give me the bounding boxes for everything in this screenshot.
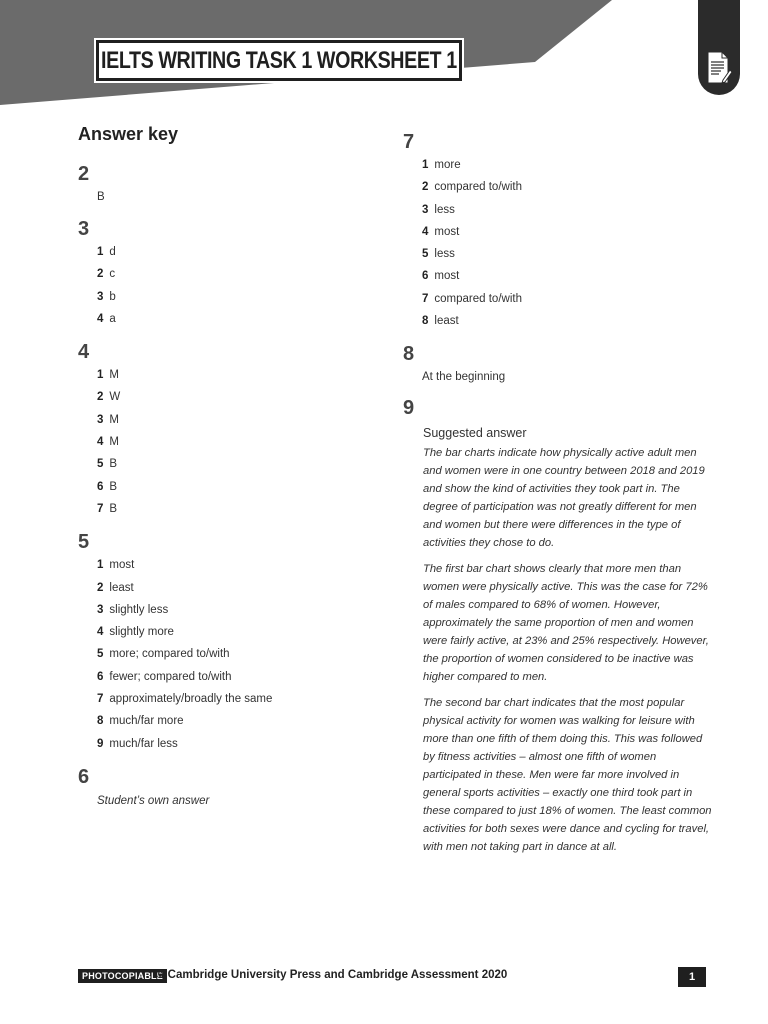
list-item: 5 B (97, 458, 118, 471)
list-item: 3 b (97, 290, 116, 303)
question-number-2: 2 (78, 163, 90, 185)
list-item: 3 less (422, 203, 455, 216)
list-item: 7 approximately/broadly the same (97, 693, 273, 706)
list-item: 2 compared to/with (422, 181, 522, 194)
answer-list-5 (78, 554, 378, 755)
list-item: 2 W (97, 391, 121, 404)
list-item: 2 c (97, 268, 116, 281)
page-number: 1 (678, 967, 706, 987)
list-item: 6 fewer; compared to/with (97, 670, 232, 683)
answer-8: At the beginning (422, 371, 506, 384)
list-item: 8 least (422, 315, 459, 328)
left-column (78, 124, 378, 812)
copyright-text: © Cambridge University Press and Cambridge Assessment 2020 (156, 969, 508, 981)
answer-6: Student’s own answer (97, 794, 210, 807)
footer (78, 969, 706, 985)
list-item: 4 M (97, 436, 119, 449)
question-number-9: 9 (403, 397, 415, 420)
list-item: 9 much/far less (97, 737, 178, 750)
header-tab (698, 0, 740, 95)
question-number-8: 8 (403, 343, 415, 366)
answer-list-3 (78, 241, 378, 330)
list-item: 8 much/far more (97, 715, 184, 728)
answer-list-4 (78, 364, 378, 520)
list-item: 7 compared to/with (422, 292, 522, 305)
question-number-7: 7 (403, 131, 415, 153)
answer-key-title: Answer key (78, 124, 179, 144)
photocopiable-badge: PHOTOCOPIABLE (78, 969, 167, 983)
suggested-answer-paragraph-1: The bar charts indicate how physically active adult men and women were in one country between 2018 and 2019 and show the kind of activities they took part in. The degree of participation was not greatly different for men and women but there were differences in the type of activities they chose to do. (423, 447, 705, 550)
list-item: 6 most (422, 270, 460, 283)
answer-2: B (97, 191, 105, 203)
list-item: 4 most (422, 225, 460, 238)
list-item: 4 slightly more (97, 626, 174, 639)
question-number-4: 4 (78, 341, 90, 364)
list-item: 5 less (422, 248, 455, 261)
document-pencil-icon (705, 50, 733, 86)
list-item: 7 B (97, 502, 118, 515)
right-column (403, 130, 713, 864)
list-item: 1 d (97, 246, 116, 258)
suggested-answer-paragraph-3: The second bar chart indicates that the most popular physical activity for women was walking for leisure with more than one fifth of them doing this. This was followed by fitness activities – almost one fifth of women participated in these. Men were far more involved in general sports activities – exactly one third took part in these compared to just 18% of women. The least common activities for both sexes were dance and cycling for travel, with men not taking part in dance at all. (423, 697, 712, 854)
list-item: 1 M (97, 369, 119, 382)
answer-list-7 (403, 154, 713, 332)
list-item: 6 B (97, 480, 118, 493)
list-item: 1 most (97, 559, 135, 572)
list-item: 4 a (97, 312, 116, 325)
list-item: 5 more; compared to/with (97, 648, 230, 661)
question-number-3: 3 (78, 218, 90, 240)
list-item: 3 slightly less (97, 603, 169, 616)
suggested-answer-label: Suggested answer (423, 426, 527, 441)
list-item: 1 more (422, 159, 461, 171)
suggested-answer-paragraph-2: The first bar chart shows clearly that more men than women were physically active. This was the case for 72% of males compared to 68% of women. However, approximately the same proportion of men and women were fairly active, at 23% and 25% respectively. However, the proportion of women considered to be inactive was higher compared to men. (423, 563, 709, 684)
list-item: 3 M (97, 413, 119, 426)
question-number-5: 5 (78, 531, 90, 554)
list-item: 2 least (97, 581, 134, 594)
worksheet-title: IELTS WRITING TASK 1 WORKSHEET 1 (101, 46, 457, 74)
question-number-6: 6 (78, 765, 90, 788)
worksheet-title-box (96, 40, 462, 81)
